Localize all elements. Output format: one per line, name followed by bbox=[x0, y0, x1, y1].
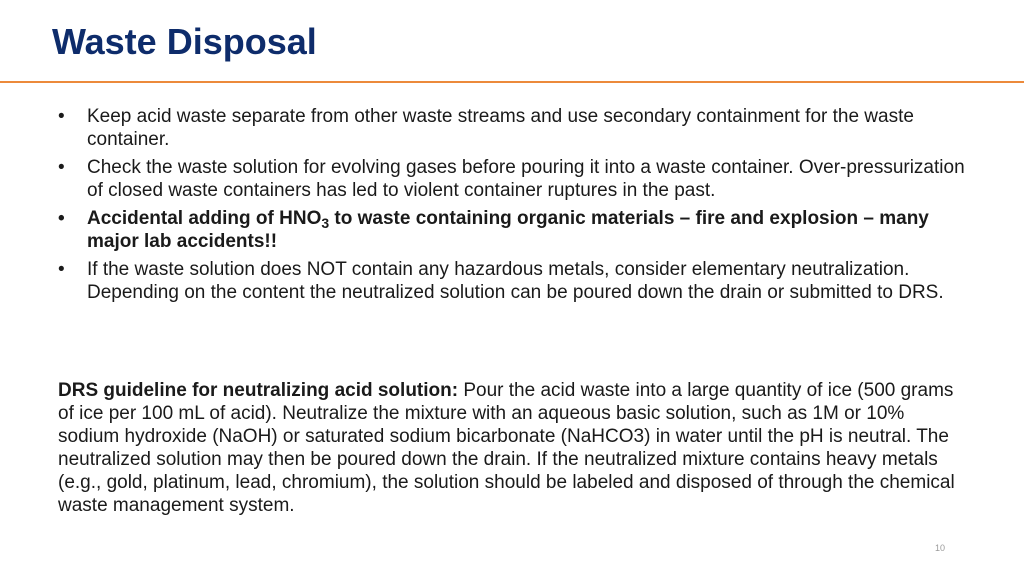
guideline-paragraph bbox=[58, 379, 968, 517]
bullet-item-warning bbox=[58, 207, 968, 253]
bullet-list bbox=[58, 105, 968, 309]
guideline-body: Pour the acid waste into a large quantity of ice (500 grams of ice per 100 mL of acid). Neutralize the mixture with an aqueous basic solution, such as 1M or 10% sodium hydroxide (NaOH) or saturated sodium bicarbonate (NaHCO3) in water until the pH is neutral. The neutralized solution may then be poured down the drain. If the neutralized mixture contains heavy metals (e.g., gold, platinum, lead, chromium), the solution should be labeled and disposed of through the chemical waste management system. bbox=[58, 380, 955, 516]
chemical-subscript: 3 bbox=[321, 215, 330, 231]
bullet-text: Keep acid waste separate from other waste streams and use secondary containment for the waste container. bbox=[87, 106, 914, 150]
bullet-marker: • bbox=[58, 208, 65, 229]
guideline-heading: DRS guideline for neutralizing acid solution: bbox=[58, 380, 459, 401]
page-number: 10 bbox=[934, 543, 945, 553]
bullet-item bbox=[58, 156, 968, 202]
slide-title: Waste Disposal bbox=[52, 21, 317, 62]
bullet-item bbox=[58, 105, 968, 151]
bullet-text-part2: to waste containing organic materials – fire and explosion – many major lab accidents!! bbox=[87, 208, 929, 252]
bullet-item bbox=[58, 258, 968, 304]
bullet-marker: • bbox=[58, 157, 65, 178]
title-divider bbox=[0, 81, 1024, 83]
bullet-text: Check the waste solution for evolving gases before pouring it into a waste container. Over-pressurization of closed waste containers has led to violent container ruptures in the past. bbox=[87, 157, 965, 201]
bullet-marker: • bbox=[58, 106, 65, 127]
bullet-marker: • bbox=[58, 259, 65, 280]
bullet-text-part1: Accidental adding of HNO bbox=[87, 208, 322, 229]
bullet-text: If the waste solution does NOT contain any hazardous metals, consider elementary neutralization. Depending on the content the neutralized solution can be poured down the drain or submitted to DRS. bbox=[87, 259, 944, 303]
